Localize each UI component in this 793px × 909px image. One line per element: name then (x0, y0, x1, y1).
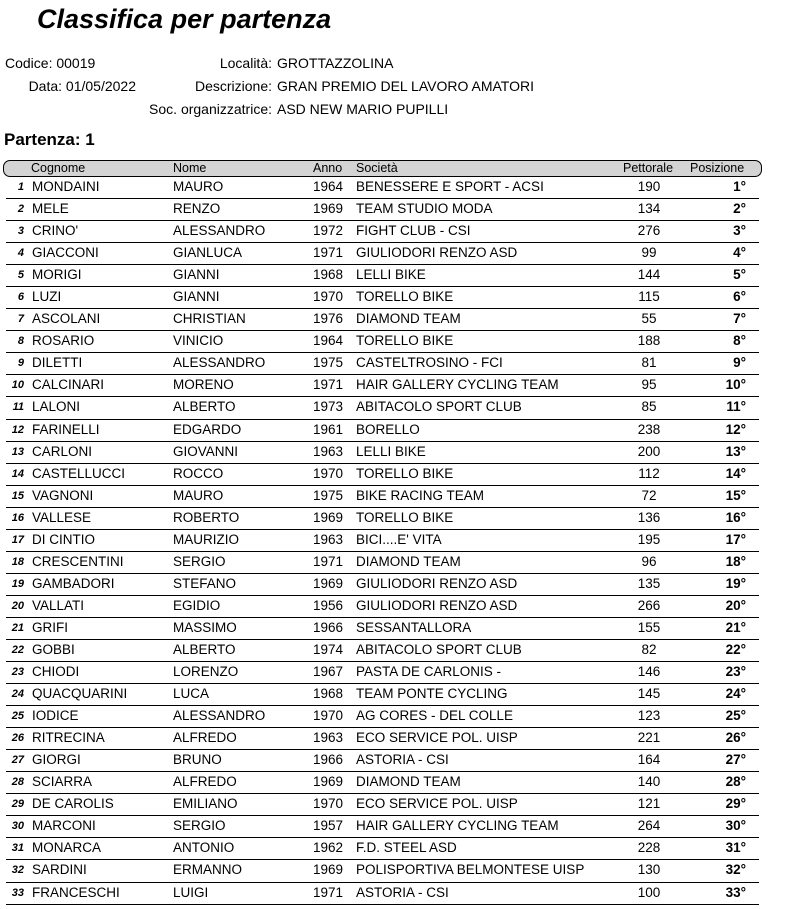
row-number: 11 (12, 401, 24, 414)
nome-cell: VINICIO (173, 333, 224, 349)
nome-cell: SERGIO (173, 818, 226, 834)
partenza-heading: Partenza: 1 (4, 130, 95, 149)
cognome-cell: GAMBADORI (32, 575, 115, 591)
pettorale-cell: 264 (637, 818, 661, 834)
posizione-cell: 21° (725, 619, 746, 635)
societa-cell: LELLI BIKE (356, 267, 426, 283)
localita-value: GROTTAZZOLINA (277, 55, 394, 71)
row-number: 17 (11, 533, 24, 546)
cognome-cell: MELE (32, 201, 69, 217)
posizione-cell: 25° (725, 708, 746, 724)
row-number: 3 (17, 225, 24, 238)
header-cognome: Cognome (31, 161, 86, 175)
row-number: 16 (11, 511, 24, 524)
anno-cell: 1975 (313, 487, 344, 503)
pettorale-cell: 134 (637, 201, 661, 217)
nome-cell: MORENO (173, 377, 234, 393)
nome-cell: ERMANNO (173, 862, 243, 878)
nome-cell: LUIGI (173, 884, 209, 900)
posizione-cell: 28° (725, 774, 746, 790)
anno-cell: 1957 (313, 818, 344, 834)
table-row (0, 596, 793, 618)
pettorale-cell: 96 (641, 553, 657, 569)
societa-cell: BICI....E' VITA (356, 531, 442, 547)
nome-cell: CHRISTIAN (173, 311, 246, 327)
row-number: 27 (11, 754, 24, 767)
cognome-cell: QUACQUARINI (32, 686, 128, 702)
societa-cell: DIAMOND TEAM (356, 774, 461, 790)
header-anno: Anno (313, 161, 343, 175)
table-row (0, 772, 793, 794)
row-number: 5 (17, 269, 24, 282)
cognome-cell: CRESCENTINI (32, 553, 124, 569)
pettorale-cell: 140 (637, 774, 661, 790)
nome-cell: ALESSANDRO (173, 355, 266, 371)
pettorale-cell: 228 (637, 840, 661, 856)
soc-value: ASD NEW MARIO PUPILLI (277, 101, 449, 117)
row-number: 32 (11, 864, 24, 877)
posizione-cell: 15° (725, 487, 746, 503)
table-row (0, 552, 793, 574)
table-row (0, 243, 793, 265)
pettorale-cell: 123 (637, 708, 661, 724)
posizione-cell: 5° (733, 267, 746, 283)
cognome-cell: GOBBI (32, 641, 75, 657)
pettorale-cell: 200 (637, 443, 661, 459)
table-row (0, 199, 793, 221)
anno-cell: 1963 (313, 443, 344, 459)
nome-cell: MAURIZIO (173, 531, 239, 547)
anno-cell: 1968 (313, 267, 344, 283)
pettorale-cell: 276 (637, 223, 661, 239)
cognome-cell: DE CAROLIS (32, 796, 114, 812)
table-row (0, 397, 793, 419)
posizione-cell: 29° (725, 796, 746, 812)
posizione-cell: 9° (733, 355, 746, 371)
cognome-cell: GRIFI (32, 619, 68, 635)
posizione-cell: 12° (725, 421, 746, 437)
row-number: 30 (11, 820, 24, 833)
societa-cell: GIULIODORI RENZO ASD (356, 575, 518, 591)
cognome-cell: DI CINTIO (32, 531, 95, 547)
societa-cell: BIKE RACING TEAM (356, 487, 485, 503)
row-number: 2 (17, 203, 24, 216)
anno-cell: 1964 (313, 179, 344, 194)
pettorale-cell: 144 (637, 267, 661, 283)
table-row (0, 221, 793, 243)
table-row (0, 640, 793, 662)
nome-cell: GIANNI (173, 267, 220, 283)
row-number: 12 (11, 423, 24, 436)
posizione-cell: 3° (733, 223, 746, 239)
anno-cell: 1972 (313, 223, 344, 239)
posizione-cell: 31° (725, 840, 746, 856)
societa-cell: POLISPORTIVA BELMONTESE UISP (356, 862, 585, 878)
row-number: 9 (17, 357, 24, 370)
table-row (0, 287, 793, 309)
anno-cell: 1969 (313, 509, 344, 525)
event-info (0, 54, 793, 124)
table-row (0, 309, 793, 331)
societa-cell: AG CORES - DEL COLLE (356, 708, 514, 724)
posizione-cell: 6° (733, 289, 746, 305)
nome-cell: ROCCO (173, 465, 224, 481)
row-number: 25 (11, 710, 24, 723)
nome-cell: LORENZO (173, 664, 239, 680)
table-row (0, 662, 793, 684)
pettorale-cell: 145 (637, 686, 661, 702)
table-row (0, 530, 793, 552)
cognome-cell: SCIARRA (32, 774, 93, 790)
row-number: 13 (11, 445, 24, 458)
posizione-cell: 8° (733, 333, 746, 349)
societa-cell: ASTORIA - CSI (356, 752, 449, 768)
posizione-cell: 14° (725, 465, 746, 481)
header-posizione: Posizione (690, 161, 745, 175)
anno-cell: 1971 (313, 884, 344, 900)
row-number: 8 (17, 335, 24, 348)
row-number: 6 (17, 291, 24, 304)
societa-cell: PASTA DE CARLONIS - (356, 664, 502, 680)
descrizione-label: Descrizione: (194, 78, 272, 94)
codice-label: Codice: (5, 55, 53, 71)
anno-cell: 1970 (313, 796, 344, 812)
anno-cell: 1964 (313, 333, 344, 349)
table-row (0, 838, 793, 860)
anno-cell: 1969 (313, 862, 344, 878)
posizione-cell: 4° (733, 245, 746, 261)
societa-cell: ECO SERVICE POL. UISP (356, 730, 518, 746)
cognome-cell: VAGNONI (32, 487, 94, 503)
nome-cell: MAURO (173, 487, 224, 503)
cognome-cell: CALCINARI (32, 377, 105, 393)
nome-cell: GIOVANNI (173, 443, 239, 459)
row-number: 29 (11, 798, 24, 811)
anno-cell: 1970 (313, 708, 344, 724)
cognome-cell: DILETTI (32, 355, 83, 371)
table-row (0, 728, 793, 750)
row-number: 24 (11, 688, 24, 701)
anno-cell: 1969 (313, 575, 344, 591)
table-row (0, 883, 793, 905)
pettorale-cell: 72 (641, 487, 657, 503)
pettorale-cell: 81 (641, 355, 657, 371)
pettorale-cell: 85 (641, 399, 657, 415)
localita-label: Località: (219, 55, 272, 71)
cognome-cell: VALLATI (32, 597, 85, 613)
posizione-cell: 30° (725, 818, 746, 834)
pettorale-cell: 238 (637, 421, 661, 437)
posizione-cell: 2° (733, 201, 746, 217)
pettorale-cell: 136 (637, 509, 661, 525)
posizione-cell: 1° (733, 179, 746, 194)
nome-cell: ALESSANDRO (173, 708, 266, 724)
table-row (0, 574, 793, 596)
anno-cell: 1974 (313, 641, 344, 657)
row-number: 33 (11, 886, 24, 899)
descrizione-value: GRAN PREMIO DEL LAVORO AMATORI (277, 78, 534, 94)
posizione-cell: 19° (725, 575, 746, 591)
societa-cell: TORELLO BIKE (356, 289, 454, 305)
posizione-cell: 18° (725, 553, 746, 569)
posizione-cell: 22° (725, 641, 746, 657)
nome-cell: EGIDIO (173, 597, 221, 613)
cognome-cell: RITRECINA (32, 730, 105, 746)
societa-cell: BENESSERE E SPORT - ACSI (356, 179, 544, 194)
cognome-cell: SARDINI (32, 862, 87, 878)
societa-cell: TEAM STUDIO MODA (356, 201, 493, 217)
societa-cell: LELLI BIKE (356, 443, 426, 459)
cognome-cell: ROSARIO (32, 333, 95, 349)
row-number: 14 (11, 467, 24, 480)
societa-cell: DIAMOND TEAM (356, 311, 461, 327)
cognome-cell: MORIGI (32, 267, 82, 283)
pettorale-cell: 188 (637, 333, 661, 349)
header-pettorale: Pettorale (623, 161, 674, 175)
nome-cell: ANTONIO (173, 840, 235, 856)
cognome-cell: VALLESE (32, 509, 92, 525)
header-societa: Società (356, 161, 398, 175)
societa-cell: CASTELTROSINO - FCI (356, 355, 503, 371)
pettorale-cell: 99 (641, 245, 657, 261)
table-row (0, 794, 793, 816)
anno-cell: 1971 (313, 377, 344, 393)
anno-cell: 1976 (313, 311, 344, 327)
anno-cell: 1961 (313, 421, 344, 437)
posizione-cell: 23° (725, 664, 746, 680)
societa-cell: BORELLO (356, 421, 420, 437)
anno-cell: 1963 (313, 531, 344, 547)
soc-label: Soc. organizzatrice: (149, 101, 272, 117)
table-row (0, 420, 793, 442)
posizione-cell: 24° (725, 686, 746, 702)
nome-cell: ALESSANDRO (173, 223, 266, 239)
cognome-cell: CASTELLUCCI (32, 465, 126, 481)
societa-cell: ECO SERVICE POL. UISP (356, 796, 518, 812)
row-number: 1 (17, 181, 24, 193)
anno-cell: 1973 (313, 399, 344, 415)
nome-cell: EDGARDO (173, 421, 242, 437)
row-number: 7 (17, 313, 24, 326)
cognome-cell: MARCONI (32, 818, 96, 834)
nome-cell: ROBERTO (173, 509, 240, 525)
nome-cell: ALBERTO (173, 641, 236, 657)
row-number: 22 (11, 643, 24, 656)
anno-cell: 1956 (313, 597, 344, 613)
societa-cell: TEAM PONTE CYCLING (356, 686, 508, 702)
table-row (0, 508, 793, 530)
pettorale-cell: 266 (637, 597, 661, 613)
table-row (0, 177, 793, 199)
societa-cell: TORELLO BIKE (356, 509, 454, 525)
pettorale-cell: 100 (637, 884, 661, 900)
pettorale-cell: 115 (638, 289, 660, 305)
anno-cell: 1970 (313, 465, 344, 481)
societa-cell: ASTORIA - CSI (356, 884, 449, 900)
anno-cell: 1966 (313, 619, 344, 635)
nome-cell: LUCA (173, 686, 210, 702)
societa-cell: HAIR GALLERY CYCLING TEAM (356, 377, 559, 393)
pettorale-cell: 130 (637, 862, 661, 878)
table-row (0, 375, 793, 397)
societa-cell: TORELLO BIKE (356, 465, 454, 481)
table-row (0, 353, 793, 375)
posizione-cell: 7° (733, 311, 746, 327)
pettorale-cell: 146 (637, 664, 661, 680)
pettorale-cell: 95 (641, 377, 657, 393)
table-row (0, 486, 793, 508)
posizione-cell: 32° (725, 862, 746, 878)
table-row (0, 750, 793, 772)
pettorale-cell: 82 (641, 641, 657, 657)
results-table (0, 177, 793, 905)
cognome-cell: CHIODI (32, 664, 80, 680)
posizione-cell: 17° (725, 531, 746, 547)
nome-cell: GIANLUCA (173, 245, 243, 261)
table-row (0, 816, 793, 838)
data-value: 01/05/2022 (65, 78, 136, 94)
nome-cell: MASSIMO (173, 619, 237, 635)
table-row (0, 265, 793, 287)
cognome-cell: GIACCONI (32, 245, 99, 261)
cognome-cell: LUZI (32, 289, 62, 305)
nome-cell: GIANNI (173, 289, 220, 305)
nome-cell: MAURO (173, 179, 224, 194)
posizione-cell: 10° (725, 377, 746, 393)
anno-cell: 1968 (313, 686, 344, 702)
posizione-cell: 27° (725, 752, 746, 768)
posizione-cell: 20° (725, 597, 746, 613)
row-number: 15 (11, 489, 24, 502)
anno-cell: 1975 (313, 355, 344, 371)
societa-cell: F.D. STEEL ASD (356, 840, 457, 856)
pettorale-cell: 112 (638, 465, 660, 481)
nome-cell: ALBERTO (173, 399, 236, 415)
anno-cell: 1966 (313, 752, 344, 768)
row-number: 23 (11, 666, 24, 679)
cognome-cell: IODICE (32, 708, 79, 724)
anno-cell: 1969 (313, 774, 344, 790)
societa-cell: HAIR GALLERY CYCLING TEAM (356, 818, 559, 834)
cognome-cell: LALONI (32, 399, 81, 415)
data-label: Data: (28, 78, 63, 94)
pettorale-cell: 195 (637, 531, 661, 547)
row-number: 26 (11, 732, 24, 745)
pettorale-cell: 190 (637, 179, 661, 194)
societa-cell: GIULIODORI RENZO ASD (356, 597, 518, 613)
cognome-cell: MONARCA (32, 840, 102, 856)
anno-cell: 1962 (313, 840, 344, 856)
anno-cell: 1963 (313, 730, 344, 746)
nome-cell: ALFREDO (173, 774, 237, 790)
societa-cell: DIAMOND TEAM (356, 553, 461, 569)
row-number: 31 (11, 842, 24, 855)
table-row (0, 684, 793, 706)
nome-cell: EMILIANO (173, 796, 238, 812)
posizione-cell: 26° (725, 730, 746, 746)
row-number: 19 (11, 577, 24, 590)
pettorale-cell: 164 (637, 752, 661, 768)
pettorale-cell: 155 (637, 619, 661, 635)
table-header (3, 160, 762, 177)
societa-cell: SESSANTALLORA (356, 619, 472, 635)
societa-cell: GIULIODORI RENZO ASD (356, 245, 518, 261)
cognome-cell: ASCOLANI (32, 311, 101, 327)
cognome-cell: CARLONI (32, 443, 93, 459)
cognome-cell: MONDAINI (32, 179, 100, 194)
table-row (0, 331, 793, 353)
anno-cell: 1970 (313, 289, 344, 305)
pettorale-cell: 55 (641, 311, 657, 327)
row-number: 20 (11, 599, 24, 612)
row-number: 21 (11, 621, 24, 634)
societa-cell: FIGHT CLUB - CSI (356, 223, 471, 239)
posizione-cell: 13° (725, 443, 746, 459)
societa-cell: ABITACOLO SPORT CLUB (356, 399, 522, 415)
anno-cell: 1971 (313, 245, 344, 261)
table-row (0, 860, 793, 882)
anno-cell: 1971 (313, 553, 344, 569)
row-number: 18 (11, 555, 24, 568)
nome-cell: STEFANO (173, 575, 237, 591)
posizione-cell: 33° (725, 884, 746, 900)
cognome-cell: FRANCESCHI (32, 884, 120, 900)
table-row (0, 618, 793, 640)
nome-cell: SERGIO (173, 553, 226, 569)
header-nome: Nome (173, 161, 207, 175)
codice-value: 00019 (56, 55, 96, 71)
pettorale-cell: 221 (637, 730, 661, 746)
societa-cell: ABITACOLO SPORT CLUB (356, 641, 522, 657)
posizione-cell: 11° (726, 399, 746, 415)
page-title: Classifica per partenza (37, 4, 332, 34)
row-number: 28 (11, 776, 24, 789)
pettorale-cell: 135 (637, 575, 661, 591)
nome-cell: BRUNO (173, 752, 222, 768)
table-row (0, 442, 793, 464)
cognome-cell: CRINO' (32, 223, 79, 239)
nome-cell: RENZO (173, 201, 221, 217)
row-number: 10 (11, 379, 24, 392)
posizione-cell: 16° (725, 509, 746, 525)
table-row (0, 706, 793, 728)
nome-cell: ALFREDO (173, 730, 237, 746)
table-row (0, 464, 793, 486)
anno-cell: 1967 (313, 664, 344, 680)
cognome-cell: GIORGI (32, 752, 81, 768)
pettorale-cell: 121 (637, 796, 661, 812)
anno-cell: 1969 (313, 201, 344, 217)
row-number: 4 (17, 247, 24, 260)
societa-cell: TORELLO BIKE (356, 333, 454, 349)
cognome-cell: FARINELLI (32, 421, 100, 437)
